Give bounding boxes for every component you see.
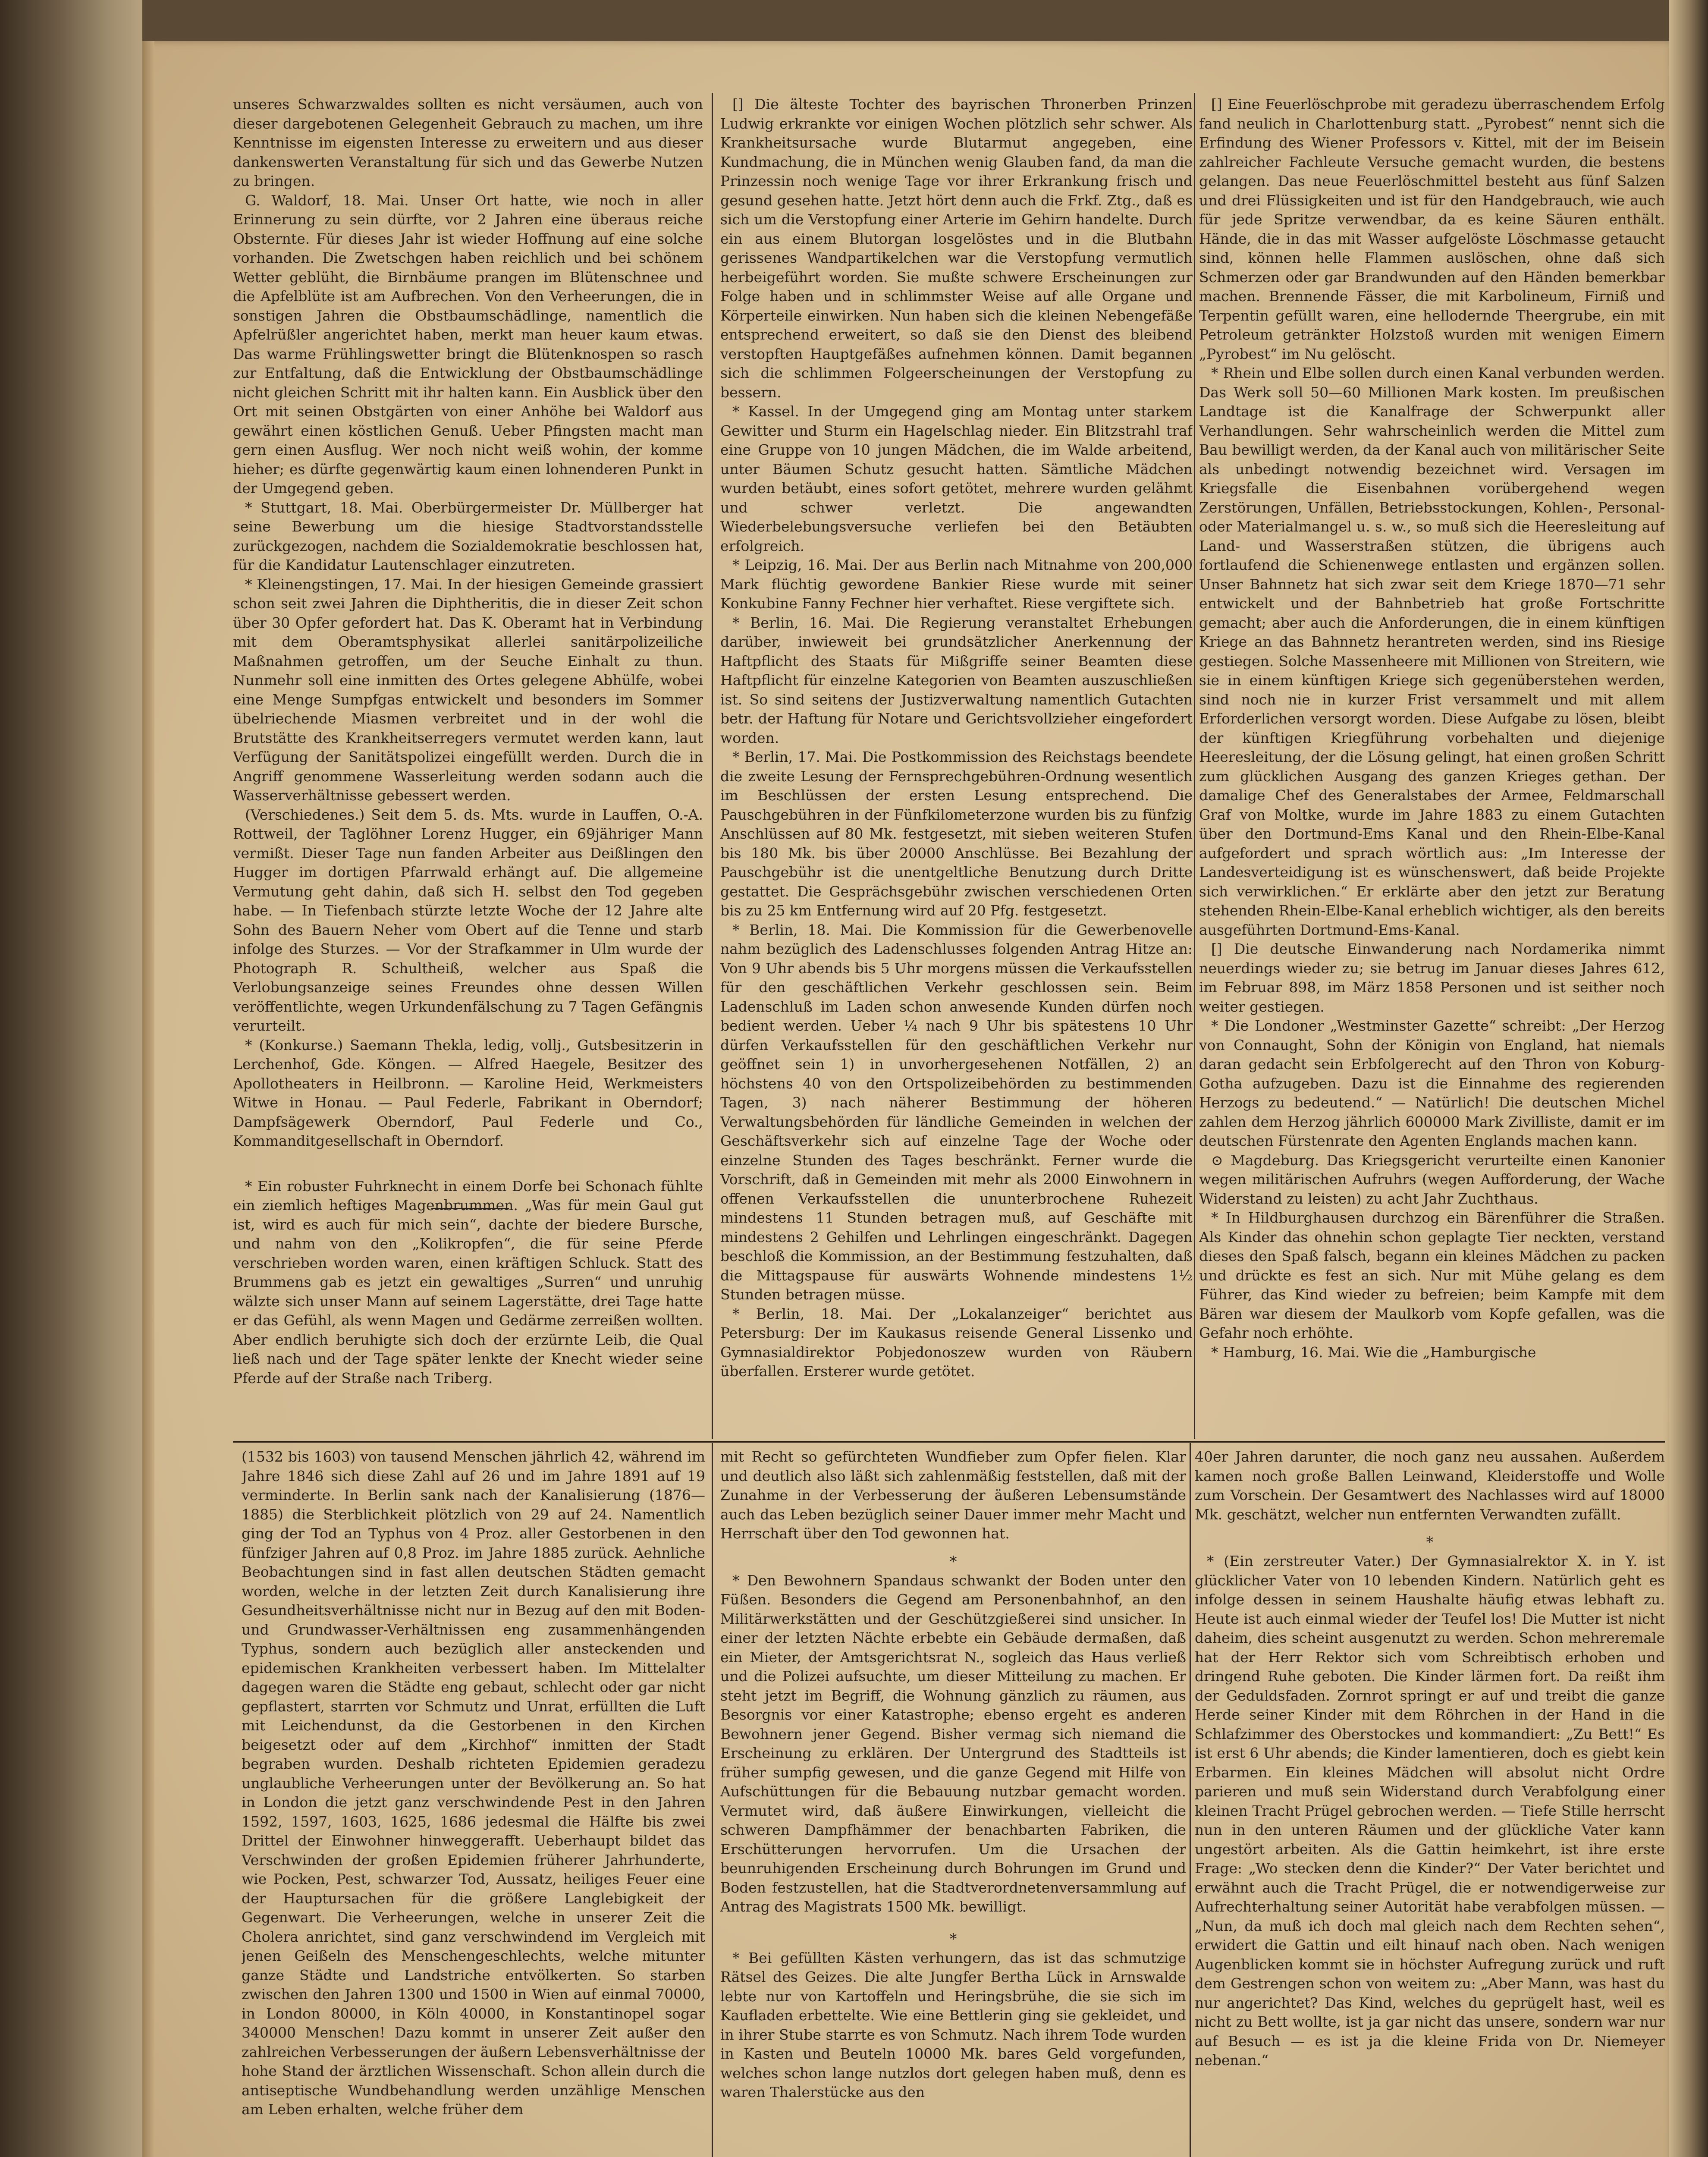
article-paragraph: * Den Bewohnern Spandaus schwankt der Boden unter den Füßen. Besonders die Gegend am Personenbahnhof, an den Militärwerkstätten und der Geschützgießerei sind unsicher. In einer der letzten Nächte erbebte ein Gebäude dermaßen, daß ein Mieter, der Amtsgerichtsrat N., sogleich das Haus verließ und die Polizei aufsuchte, um dieser Mitteilung zu machen. Er steht jetzt im Begriff, die Wohnung gänzlich zu räumen, aus Besorgnis vor einer Katastrophe; ebenso ergeht es anderen Bewohnern jener Gegend. Bisher vermag sich niemand die Erscheinung zu erklären. Der Untergrund des Stadtteils ist früher sumpfig gewesen, und die ganze Gegend mit Hilfe von Aufschüttungen für die Bebauung nutzbar gemacht worden. Vermutet wird, daß äußere Einwirkungen, vielleicht die schweren Dampfhämmer der benachbarten Fabriken, die Erschütterungen hervorrufen. Um die Ursachen der beunruhigenden Erscheinung durch Bohrungen im Grund und Boden festzustellen, hat die Stadtverordnetenversammlung auf Antrag des Magistrats 1500 Mk. bewilligt. [720, 1572, 1186, 1915]
column-bottom-left [242, 1447, 705, 2157]
article-paragraph: * Kleinengstingen, 17. Mai. In der hiesigen Gemeinde grassiert schon seit zwei Jahren die Diphtheritis, die in dieser Zeit schon über 30 Opfer gefordert hat. Das K. Oberamt hat in Verbindung mit dem Oberamtsphysikat allerlei sanitärpolizeiliche Maßnahmen getroffen, um der Seuche Einhalt zu thun. Nunmehr soll eine inmitten des Ortes gelegene Abhülfe, wobei eine Menge Sumpfgas entwickelt und besonders im Sommer übelriechende Miasmen verbreitet und in der wohl die Brutstätte des Krankheitserregers vermutet werden kann, laut Verfügung der Sanitätspolizei eingefüllt werden. Durch die in Angriff genommene Wasserleitung werden sodann auch die Wasserverhältnisse gebessert werden. [233, 575, 703, 804]
article-paragraph: * Rhein und Elbe sollen durch einen Kanal verbunden werden. Das Werk soll 50—60 Millionen Mark kosten. Im preußischen Landtage ist die Kanalfrage der Schwerpunkt aller Verhandlungen. Sehr wahrscheinlich werden die Mittel zum Bau bewilligt werden, da der Kanal auch von militärischer Seite als unbedingt notwendig bezeichnet wird. Versagen im Kriegsfalle die Eisenbahnen vorübergehend wegen Zerstörungen, Unfällen, Betriebsstockungen, Kohlen-, Personal- oder Materialmangel u. s. w., so muß sich die Heeresleitung auf Land- und Wasserstraßen stützen, die übrigens auch fortlaufend die Schienenwege entlasten und ergänzen sollen. Unser Bahnnetz hat sich zwar seit dem Kriege 1870—71 sehr entwickelt und der Bahnbetrieb hat große Fortschritte gemacht; aber auch die Anforderungen, die in einem künftigen Kriege an das Bahnnetz herantreten werden, sind ins Riesige gestiegen. Solche Massenheere mit Millionen von Streitern, wie sie in einem künftigen Kriege sich gegenüberstehen werden, sind noch nie in kurzer Frist versammelt und mit allem Erforderlichen versorgt worden. Diese Aufgabe zu lösen, bleibt der künftigen Kriegführung vorbehalten und diejenige Heeresleitung, der die Lösung gelingt, hat einen großen Schritt zum glücklichen Ausgang des ganzen Krieges gethan. Der damalige Chef des Generalstabes der Armee, Feldmarschall Graf von Moltke, wurde im Jahre 1883 zu einem Gutachten über den Dortmund-Ems Kanal und den Rhein-Elbe-Kanal aufgefordert und sprach wörtlich aus: „Im Interesse der Landesverteidigung ist es wünschenswert, daß beide Projekte sich verwirklichen.“ Er erklärte aber den jetzt zur Beratung stehenden Rhein-Elbe-Kanal erheblich wichtiger, als den bereits ausgeführten Dortmund-Ems-Kanal. [1199, 365, 1665, 938]
column-rule [712, 93, 713, 1439]
article-paragraph: * Bei gefüllten Kästen verhungern, das ist das schmutzige Rätsel des Geizes. Die alte Jungfer Bertha Lück in Arnswalde lebte nur von Kartoffeln und Heringsbrühe, die sie sich im Kaufladen erbettelte. Wie eine Bettlerin ging sie gekleidet, und in ihrer Stube starrte es von Schmutz. Nach ihrem Tode wurden in Kasten und Beuteln 10000 Mk. bares Geld vorgefunden, welches schon lange nutzlos dort gelegen haben muß, denn es waren Thalerstücke aus den [720, 1949, 1186, 2100]
article-paragraph: * Berlin, 18. Mai. Der „Lokalanzeiger“ berichtet aus Petersburg: Der im Kaukasus reisende General Lissenko und Gymnasialdirektor Pobjedonoszew wurden von Räubern überfallen. Ersterer wurde getötet. [720, 1305, 1193, 1380]
column-top-right [1199, 95, 1665, 1441]
article-paragraph: ⊙ Magdeburg. Das Kriegsgericht verurteilte einen Kanonier wegen militärischen Aufruhrs (wegen Aufforderung, der Wache Widerstand zu leisten) zu acht Jahr Zuchthaus. [1199, 1151, 1665, 1207]
article-paragraph: * Die Londoner „Westminster Gazette“ schreibt: „Der Herzog von Connaught, Sohn der Königin von England, hat niemals daran gedacht sein Erbfolgerecht auf den Thron von Koburg-Gotha aufzugeben. Dazu ist die Einnahme des regierenden Herzogs zu bedeutend.“ — Natürlich! Die deutschen Michel zahlen dem Herzog jährlich 600000 Mark Zivilliste, damit er im deutschen Fürstenrate den Agenten Englands machen kann. [1199, 1017, 1665, 1149]
article-paragraph: * (Konkurse.) Saemann Thekla, ledig, vollj., Gutsbesitzerin in Lerchenhof, Gde. Köngen. — Alfred Haegele, Besitzer des Apollotheaters in Heilbronn. — Karoline Heid, Werkmeisters Witwe in Honau. — Paul Federle, Fabrikant in Oberndorf; Dampfsägewerk Oberndorf, Paul Federle und Co., Kommanditgesellschaft in Oberndorf. [233, 1036, 703, 1149]
column-top-left [233, 95, 703, 1441]
column-rule [712, 1443, 713, 2157]
article-paragraph: unseres Schwarzwaldes sollten es nicht versäumen, auch von dieser dargebotenen Gelegenheit Gebrauch zu machen, um ihre Kenntnisse im eigensten Interesse zu erweitern und aus dieser dankenswerten Veranstaltung für sich und das Gewerbe Nutzen zu bringen. [233, 96, 703, 189]
column-rule [1190, 1443, 1191, 2157]
article-paragraph: * Berlin, 18. Mai. Die Kommission für die Gewerbenovelle nahm bezüglich des Ladenschlusses folgenden Antrag Hitze an: Von 9 Uhr abends bis 5 Uhr morgens müssen die Verkaufsstellen für den geschäftlichen Verkehr geschlossen sein. Beim Ladenschluß im Laden schon anwesende Kunden dürfen noch bedient werden. Ueber ¼ nach 9 Uhr bis spätestens 10 Uhr dürfen Verkaufsstellen für den geschäftlichen Verkehr nur geöffnet sein 1) in unvorhergesehenen Notfällen, 2) an höchstens 40 von den Ortspolizeibehörden zu bestimmenden Tagen, 3) nach näherer Bestimmung der höheren Verwaltungsbehörden für ländliche Gemeinden in welchen der Geschäftsverkehr sich auf einzelne Tage der Woche oder einzelne Stunden des Tages beschränkt. Ferner wurde die Vorschrift, daß in Gemeinden mit mehr als 2000 Einwohnern in offenen Verkaufsstellen die ununterbrochene Ruhezeit mindestens 11 Stunden betragen muß, auf Geschäfte mit mindestens 2 Gehilfen und Lehrlingen eingeschränkt. Dagegen beschloß die Kommission, an der Bestimmung festzuhalten, daß die Mittagspause für auswärts Wohnende mindestens 1½ Stunden betragen müsse. [720, 921, 1193, 1303]
book-edge-right [1669, 0, 1708, 2157]
column-bottom-right [1195, 1447, 1665, 2157]
column-top-middle [720, 95, 1193, 1441]
section-divider [233, 1441, 1665, 1443]
article-paragraph: G. Waldorf, 18. Mai. Unser Ort hatte, wie noch in aller Erinnerung zu sein dürfte, vor 2 Jahren eine überaus reiche Obsternte. Für dieses Jahr ist wieder Hoffnung auf eine solche vorhanden. Die Zwetschgen haben reichlich und bei schönem Wetter geblüht, die Birnbäume prangen im Blütenschnee und die Apfelblüte ist am Aufbrechen. Von den Verheerungen, die in sonstigen Jahren die Obstbaumschädlinge, namentlich die Apfelrüßler angerichtet haben, merkt man heuer kaum etwas. Das warme Frühlingswetter bringt die Blütenknospen so rasch zur Entfaltung, daß die Entwicklung der Obstbaumschädlinge nicht gleichen Schritt mit ihr halten kann. Ein Ausblick über den Ort mit seinen Obstgärten von einer Anhöhe bei Waldorf aus gewährt einen köstlichen Genuß. Ueber Pfingsten macht man gern einen Ausflug. Wer noch nicht weiß wohin, der komme hieher; es dürfte gegenwärtig kaum einen lohnenderen Punkt in der Umgegend geben. [233, 192, 703, 497]
page-gutter-shadow [142, 41, 154, 2157]
column-bottom-middle [720, 1447, 1186, 2157]
article-paragraph: * Ein robuster Fuhrknecht in einem Dorfe bei Schonach fühlte ein ziemlich heftiges Magenbrummen. „Was für mein Gaul gut ist, wird es auch für mich sein“, dachte der biedere Bursche, und nahm von den „Kolikropfen“, die für seine Pferde verschrieben worden waren, einen kräftigen Schluck. Statt des Brummens gab es jetzt ein gewaltiges „Surren“ und unruhig wälzte sich unser Mann auf seinem Lagerstätte, drei Tage hatte er das Gefühl, als wenn Magen und Gedärme zerreißen wollten. Aber endlich beruhigte sich doch der erzürnte Leib, die Qual ließ nach und der Tage später lenkte der Knecht wieder seine Pferde auf der Straße nach Triberg. [233, 1177, 703, 1387]
article-paragraph: * In Hildburghausen durchzog ein Bärenführer die Straßen. Als Kinder das ohnehin schon geplagte Tier neckten, verstand dieses den Spaß falsch, begann ein kleines Mädchen zu packen und drückte es fest an sich. Nur mit Mühe gelang es dem Führer, das Kind wieder zu befreien; beim Kampfe mit dem Bären war diesem der Maulkorb vom Kopfe gefallen, was die Gefahr noch erhöhte. [1199, 1209, 1665, 1341]
article-paragraph: * Berlin, 17. Mai. Die Postkommission des Reichstags beendete die zweite Lesung der Fernsprechgebühren-Ordnung wesentlich im Beschlüssen der ersten Lesung entsprechend. Die Pauschgebühren in der Fünfkilometerzone wurden bis zu fünfzig Anschlüssen auf 80 Mk. festgesetzt, mit sieben weiteren Stufen bis 180 Mk. bis über 20000 Anschlüsse. Bei Bezahlung der Pauschgebühr ist die unentgeltliche Benutzung durch Dritte gestattet. Die Gesprächsgebühr zwischen verschiedenen Orten bis zu 25 km Entfernung wird auf 20 Pfg. festgesetzt. [720, 748, 1193, 919]
article-paragraph: * Berlin, 16. Mai. Die Regierung veranstaltet Erhebungen darüber, inwieweit bei grundsätzlicher Anerkennung der Haftpflicht des Staats für Mißgriffe seiner Beamten diese Haftpflicht für einzelne Kategorien von Beamten auszuschließen ist. So sind seitens der Justizverwaltung namentlich Gutachten betr. der Haftung für Notare und Gerichtsvollzieher eingefordert worden. [720, 614, 1193, 746]
article-paragraph: * Hamburg, 16. Mai. Wie die „Hamburgische [1211, 1343, 1536, 1361]
article-paragraph: mit Recht so gefürchteten Wundfieber zum Opfer fielen. Klar und deutlich also läßt sich zahlenmäßig feststellen, daß mit der Zunahme in der Verbesserung der äußeren Lebensumstände auch das Leben bezüglich seiner Dauer immer mehr Macht und Herrschaft über den Tod gewonnen hat. [720, 1448, 1186, 1542]
article-paragraph: [] Die deutsche Einwanderung nach Nordamerika nimmt neuerdings wieder zu; sie betrug im Januar dieses Jahres 612, im Februar 898, im März 1858 Personen und ist seither noch weiter gestiegen. [1199, 940, 1665, 1015]
article-paragraph: [] Eine Feuerlöschprobe mit geradezu überraschendem Erfolg fand neulich in Charlottenburg statt. „Pyrobest“ nennt sich die Erfindung des Wiener Professors v. Kittel, mit der im Beisein zahlreicher Fachleute Versuche gemacht wurden, die bestens gelangen. Das neue Feuerlöschmittel besteht aus fünf Salzen und drei Flüssigkeiten und ist für den Handgebrauch, wie auch für jede Spritze verwendbar, da es keine Säuren enthält. Hände, die in das mit Wasser aufgelöste Löschmasse getaucht sind, können helle Flammen auslöschen, ohne daß sich Schmerzen oder gar Brandwunden auf den Händen bemerkbar machen. Brennende Fässer, die mit Karbolineum, Firniß und Terpentin gefüllt waren, eine hellodernde Theergrube, ein mit Petroleum getränkter Holzstoß wurden mit wenigen Eimern „Pyrobest“ im Nu gelöscht. [1199, 96, 1665, 362]
article-paragraph: * (Ein zerstreuter Vater.) Der Gymnasialrektor X. in Y. ist glücklicher Vater von 10 lebenden Kindern. Natürlich geht es infolge dessen in seinem Haushalte häufig etwas lebhaft zu. Heute ist auch einmal wieder der Teufel los! Die Mutter ist nicht daheim, dies scheint ausgenutzt zu werden. Schon mehreremale hat der Herr Rektor sich vom Schreibtisch erhoben und dringend Ruhe geboten. Die Kinder lärmen fort. Da reißt ihm der Geduldsfaden. Zornrot springt er auf und treibt die ganze Herde seiner Kinder mit dem Röhrchen in der Hand in die Schlafzimmer des Oberstockes und kommandiert: „Zu Bett!“ Es ist erst 6 Uhr abends; die Kinder lamentieren, doch es giebt kein Erbarmen. Ein kleines Mädchen will absolut nicht Ordre parieren und muß sein Widerstand durch Verabfolgung einer kleinen Tracht Prügel gebrochen werden. — Tiefe Stille herrscht nun in den unteren Räumen und der glückliche Vater kann ungestört arbeiten. Als die Gattin heimkehrt, ist ihre erste Frage: „Wo stecken denn die Kinder?“ Der Vater berichtet und erwähnt auch die Tracht Prügel, die er notwendigerweise zur Aufrechterhaltung seiner Autorität habe verabfolgen müssen. — „Nun, da muß ich doch mal gleich nach dem Rechten sehen“, erwidert die Gattin und eilt hinauf nach oben. Nach wenigen Augenblicken kommt sie in höchster Aufregung zurück und ruft dem Gestrengen schon von weitem zu: „Aber Mann, was hast du nur angerichtet? Das Kind, welches du geprügelt hast, weil es nicht zu Bett wollte, ist ja gar nicht das unsere, sondern war nur auf Besuch — es ist ja die kleine Frida von Dr. Niemeyer nebenan.“ [1195, 1553, 1665, 2069]
article-paragraph: * Stuttgart, 18. Mai. Oberbürgermeister Dr. Müllberger hat seine Bewerbung um die hiesige Stadtvorstandsstelle zurückgezogen, nachdem die Sozialdemokratie beschlossen hat, für die Kandidatur Lautenschlager einzutreten. [233, 499, 703, 573]
article-paragraph: (Verschiedenes.) Seit dem 5. ds. Mts. wurde in Lauffen, O.-A. Rottweil, der Taglöhner Lorenz Hugger, ein 69jähriger Mann vermißt. Dieser Tage nun fanden Arbeiter aus Deißlingen den Hugger im dortigen Pfarrwald erhängt auf. Die allgemeine Vermutung geht dahin, daß sich H. selbst den Tod gegeben habe. — In Tiefenbach stürzte letzte Woche der 12 Jahre alte Sohn des Bauern Neher vom Obert auf die Tenne und starb infolge des Sturzes. — Vor der Strafkammer in Ulm wurde der Photograph R. Schultheiß, welcher aus Spaß die Verlobungsanzeige seines Freundes ohne dessen Willen veröffentlichte, wegen Urkundenfälschung zu 7 Tagen Gefängnis verurteilt. [233, 806, 703, 1034]
article-paragraph: * Kassel. In der Umgegend ging am Montag unter starkem Gewitter und Sturm ein Hagelschlag nieder. Ein Blitzstrahl traf eine Gruppe von 10 jungen Mädchen, die im Walde arbeitend, unter Bäumen Schutz gesucht hatten. Sämtliche Mädchen wurden betäubt, eines sofort getötet, mehrere wurden gelähmt und schwer verletzt. Die angewandten Wiederbelebungsversuche verliefen bei den Betäubten erfolgreich. [720, 403, 1193, 554]
column-rule [1194, 93, 1195, 1439]
article-paragraph: * Leipzig, 16. Mai. Der aus Berlin nach Mitnahme von 200,000 Mark flüchtig gewordene Bankier Riese wurde mit seiner Konkubine Fanny Fechner hier verhaftet. Riese vergiftete sich. [720, 557, 1193, 612]
section-asterisk: * [949, 1930, 957, 1948]
article-paragraph: [] Die älteste Tochter des bayrischen Thronerben Prinzen Ludwig erkrankte vor einigen Wochen plötzlich sehr schwer. Als Krankheitsursache wurde Blutarmut angegeben, eine Kundmachung, die in München wenig Glauben fand, da man die Prinzessin noch wenige Tage vor ihrer Erkrankung frisch und gesund gesehen hatte. Jetzt hört denn auch die Frkf. Ztg., daß es sich um die Verstopfung einer Arterie im Gehirn handelte. Durch ein aus einem Blutorgan losgelöstes und in die Blutbahn gerissenes Wandpartikelchen war die Verstopfung vermutlich herbeigeführt worden. Sie mußte schwere Erscheinungen zur Folge haben und in schlimmster Weise auf alle Organe und Körperteile einwirken. Nun haben sich die kleinen Nebengefäße entsprechend erweitert, so daß sie den Dienst des bleibend verstopften Hauptgefäßes aufnehmen können. Damit begannen sich die schlimmen Folgeerscheinungen der Verstopfung zu bessern. [720, 96, 1193, 401]
article-paragraph: (1532 bis 1603) von tausend Menschen jährlich 42, während im Jahre 1846 sich diese Zahl auf 26 und im Jahre 1891 auf 19 verminderte. In Berlin sank nach der Kanalisierung (1876—1885) die Sterblichkeit plötzlich von 29 auf 24. Namentlich ging der Tod an Typhus von 4 Proz. aller Gestorbenen in den fünfziger Jahren auf 0,8 Proz. im Jahre 1885 zurück. Aehnliche Beobachtungen sind in fast allen deutschen Städten gemacht worden, welche in der letzten Zeit durch Kanalisierung ihre Gesundheitsverhältnisse nicht nur in Bezug auf den mit Boden- und Grundwasser-Verhältnissen eng zusammenhängenden Typhus, sondern auch bezüglich aller ansteckenden und epidemischen Krankheiten verbessert haben. Im Mittelalter dagegen waren die Städte eng gebaut, schlecht oder gar nicht gepflastert, starrten vor Schmutz und Unrat, erfüllten die Luft mit Leichendunst, da die Gestorbenen in den Kirchen beigesetzt oder auf dem „Kirchhof“ inmitten der Stadt begraben wurden. Deshalb richteten Epidemien geradezu unglaubliche Verheerungen unter der Bevölkerung an. So hat in London die jetzt ganz verschwindende Pest in den Jahren 1592, 1597, 1603, 1625, 1686 jedesmal die Hälfte bis zwei Drittel der Einwohner hinweggerafft. Ueberhaupt bildet das Verschwinden der großen Epidemien früherer Jahrhunderte, wie Pocken, Pest, schwarzer Tod, Aussatz, heiliges Feuer eine der Hauptursachen für die größere Langlebigkeit der Gegenwart. Die Verheerungen, welche in unserer Zeit die Cholera anrichtet, sind ganz verschwindend im Vergleich mit jenen Geißeln des Menschengeschlechts, welche mitunter ganze Städte und Landstriche entvölkerten. So starben zwischen den Jahren 1300 und 1500 in Wien auf einmal 70000, in London 80000, in Köln 40000, in Konstantinopel sogar 340000 Menschen! Dazu kommt in unserer Zeit außer den zahlreichen Verbesserungen der äußern Lebensverhältnisse der hohe Stand der ärztlichen Wissenschaft. Schon allein durch die antiseptische Wundbehandlung werden unzählige Menschen am Leben erhalten, welche früher dem [242, 1448, 705, 2118]
book-binding-left [0, 0, 142, 2157]
section-asterisk: * [1426, 1534, 1434, 1551]
section-asterisk: * [949, 1553, 957, 1570]
article-paragraph: 40er Jahren darunter, die noch ganz neu aussahen. Außerdem kamen noch große Ballen Leinwand, Kleiderstoffe und Wolle zum Vorschein. Der Gesamtwert des Nachlasses wird auf 18000 Mk. geschätzt, welcher nun entfernten Verwandten zufällt. [1195, 1448, 1665, 1523]
